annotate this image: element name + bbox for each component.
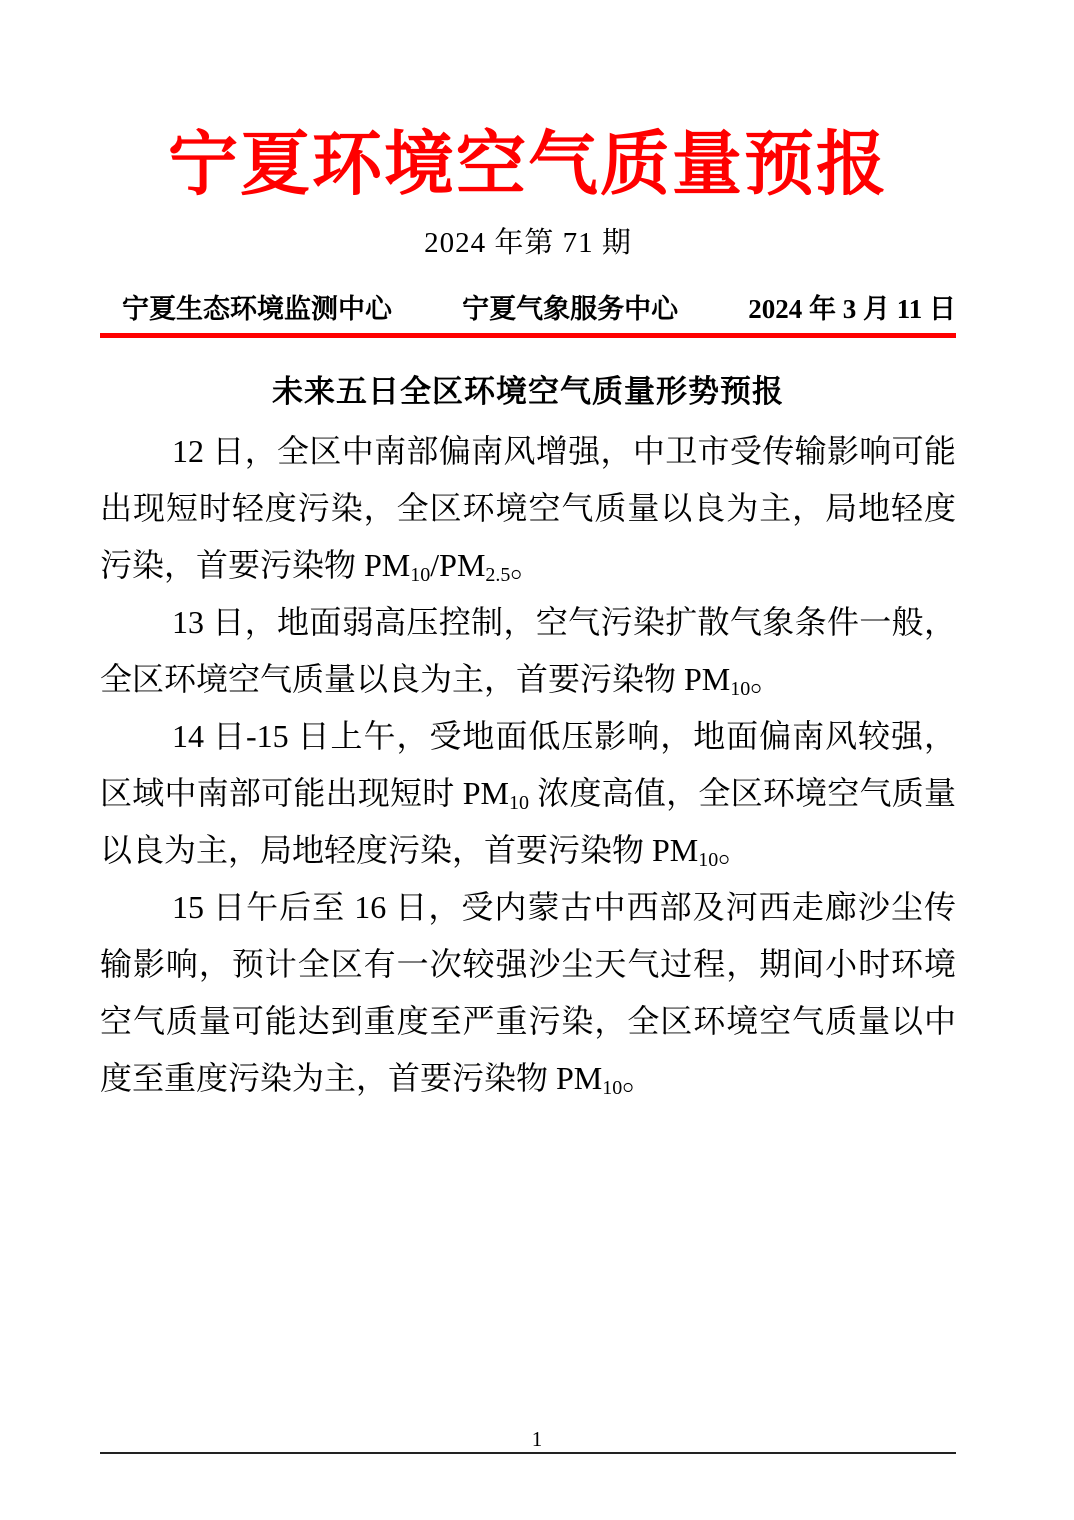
paragraph-text: 。 — [718, 832, 751, 868]
issuing-orgs-row — [100, 287, 956, 326]
paragraph-text: 12 日，全区中南部偏南风增强，中卫市受传输影响可能出现短时轻度污染，全区环境空气质量以良为主，局地轻度污染，首要污染物 PM — [100, 433, 956, 583]
paragraph-text: 14 日-15 日上午，受地面低压影响，地面偏南风较强，区域中南部可能出现短时 PM — [100, 718, 956, 811]
red-divider-rule — [100, 333, 956, 338]
paragraph-text: 15 日午后至 16 日，受内蒙古中西部及河西走廊沙尘传输影响，预计全区有一次较强沙尘天气过程，期间小时环境空气质量可能达到重度至严重污染，全区环境空气质量以中度至重度污染为主，首要污染物 PM — [100, 889, 956, 1096]
pm10-subscript: 10 — [602, 1077, 623, 1099]
org-weather-service-center: 宁夏气象服务中心 — [462, 294, 679, 324]
pm10-subscript: 10 — [410, 564, 431, 586]
forecast-paragraph-day13 — [100, 594, 956, 708]
page-number: 1 — [531, 1427, 543, 1451]
pm10-subscript: 10 — [509, 792, 529, 814]
document-title: 宁夏环境空气质量预报 — [168, 127, 888, 204]
footer-divider-rule — [100, 1452, 956, 1454]
paragraph-text: 13 日，地面弱高压控制，空气污染扩散气象条件一般，全区环境空气质量以良为主，首要污染物 PM — [100, 604, 956, 697]
issue-number: 2024 年第 71 期 — [424, 227, 632, 259]
paragraph-text: 。 — [750, 661, 783, 697]
issue-date: 2024 年 3 月 11 日 — [748, 294, 956, 324]
paragraph-text: 浓度高值，全区环境空气质量以良为主，局地轻度污染，首要污染物 PM — [100, 775, 956, 868]
paragraph-text: 。 — [510, 547, 543, 583]
org-monitoring-center: 宁夏生态环境监测中心 — [122, 294, 392, 324]
pm10-subscript: 10 — [730, 678, 751, 700]
forecast-paragraph-day14-15 — [100, 708, 956, 879]
paragraph-text: /PM — [430, 547, 486, 583]
paragraph-text: 。 — [622, 1060, 655, 1096]
forecast-body — [100, 423, 956, 1107]
forecast-paragraph-day15-16 — [100, 879, 956, 1107]
pm10-subscript: 10 — [698, 849, 719, 871]
forecast-paragraph-day12 — [100, 423, 956, 594]
pm25-subscript: 2.5 — [485, 564, 511, 586]
section-title: 未来五日全区环境空气质量形势预报 — [272, 374, 784, 409]
